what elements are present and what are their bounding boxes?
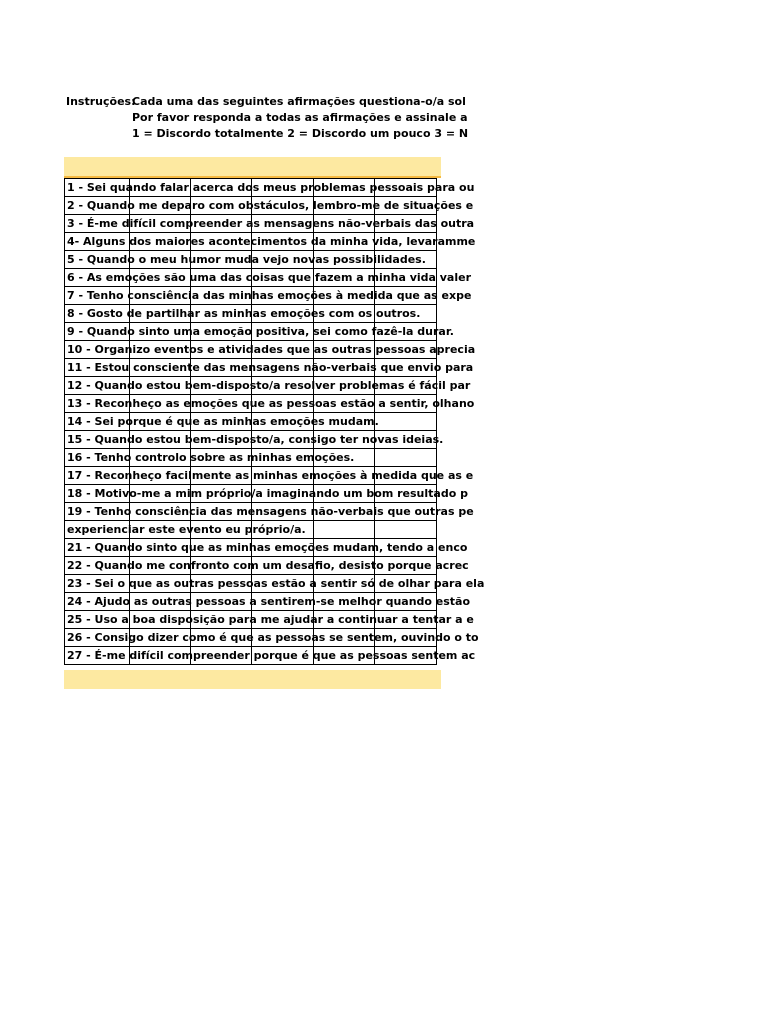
statement-text: 13 - Reconheço as emoções que as pessoas estão a sentir, olhano bbox=[67, 397, 475, 410]
table-row bbox=[65, 377, 437, 395]
statement-cell[interactable] bbox=[65, 359, 474, 377]
table-row bbox=[65, 251, 437, 269]
statement-text: 3 - É-me difícil compreender as mensagens não-verbais das outra bbox=[67, 217, 475, 230]
statement-cell[interactable] bbox=[65, 413, 379, 431]
statement-cell[interactable] bbox=[65, 341, 476, 359]
statement-text: 19 - Tenho consciência das mensagens não-verbais que outras pe bbox=[67, 505, 474, 518]
table-row bbox=[65, 341, 437, 359]
statement-text: 9 - Quando sinto uma emoção positiva, sei como fazê-la durar. bbox=[67, 325, 454, 338]
statement-cell[interactable] bbox=[65, 575, 485, 593]
statement-text: 15 - Quando estou bem-disposto/a, consigo ter novas ideias. bbox=[67, 433, 444, 446]
statement-cell[interactable] bbox=[65, 233, 476, 251]
table-row bbox=[65, 395, 437, 413]
table-row bbox=[65, 503, 437, 521]
statement-cell[interactable] bbox=[65, 593, 471, 611]
table-row bbox=[65, 287, 437, 305]
table-row bbox=[65, 467, 437, 485]
table-row bbox=[65, 215, 437, 233]
table-row bbox=[65, 557, 437, 575]
statement-cell[interactable] bbox=[65, 377, 471, 395]
table-row bbox=[65, 611, 437, 629]
instructions-label: Instruções: bbox=[66, 95, 136, 108]
statement-cell[interactable] bbox=[65, 629, 479, 647]
statement-cell[interactable] bbox=[65, 485, 468, 503]
statement-text: 14 - Sei porque é que as minhas emoções mudam. bbox=[67, 415, 379, 428]
statement-cell[interactable] bbox=[65, 197, 474, 215]
answer-cell[interactable] bbox=[314, 521, 375, 539]
table-row bbox=[65, 233, 437, 251]
questionnaire-table bbox=[64, 178, 485, 665]
statement-text: 17 - Reconheço facilmente as minhas emoções à medida que as e bbox=[67, 469, 474, 482]
instructions-line-3: 1 = Discordo totalmente 2 = Discordo um pouco 3 = N bbox=[132, 127, 469, 140]
statement-text: 22 - Quando me confronto com um desafio, desisto porque acrec bbox=[67, 559, 469, 572]
instructions-line-1 bbox=[66, 95, 466, 109]
table-row bbox=[65, 305, 437, 323]
table-row bbox=[65, 413, 437, 431]
statement-cell[interactable] bbox=[65, 611, 474, 629]
table-row bbox=[65, 539, 437, 557]
table-row bbox=[65, 269, 437, 287]
statement-cell[interactable] bbox=[65, 467, 474, 485]
statement-text: 18 - Motivo-me a mim próprio/a imaginando um bom resultado p bbox=[67, 487, 468, 500]
statement-text: 8 - Gosto de partilhar as minhas emoções com os outros. bbox=[67, 307, 421, 320]
table-row bbox=[65, 485, 437, 503]
statement-cell[interactable] bbox=[65, 521, 306, 539]
statement-cell[interactable] bbox=[65, 323, 454, 341]
statement-text: 26 - Consigo dizer como é que as pessoas se sentem, ouvindo o to bbox=[67, 631, 479, 644]
statement-cell[interactable] bbox=[65, 269, 472, 287]
answer-cell[interactable] bbox=[375, 413, 437, 431]
statement-cell[interactable] bbox=[65, 647, 476, 665]
header-band bbox=[64, 157, 441, 178]
table-row bbox=[65, 197, 437, 215]
statement-cell[interactable] bbox=[65, 539, 468, 557]
statement-cell[interactable] bbox=[65, 287, 472, 305]
statement-text: 21 - Quando sinto que as minhas emoções mudam, tendo a enco bbox=[67, 541, 468, 554]
table-row bbox=[65, 359, 437, 377]
statement-text: 2 - Quando me deparo com obstáculos, lembro-me de situações e bbox=[67, 199, 474, 212]
table-row bbox=[65, 629, 437, 647]
statement-text: 25 - Uso a boa disposição para me ajudar a continuar a tentar a e bbox=[67, 613, 474, 626]
statement-cell[interactable] bbox=[65, 431, 444, 449]
statement-text: 27 - É-me difícil compreender porque é que as pessoas sentem ac bbox=[67, 649, 476, 662]
statement-cell[interactable] bbox=[65, 503, 474, 521]
statement-cell[interactable] bbox=[65, 215, 475, 233]
instructions-text-1: Cada uma das seguintes afirmações questiona-o/a sol bbox=[132, 95, 466, 108]
statement-text: 11 - Estou consciente das mensagens não-verbais que envio para bbox=[67, 361, 474, 374]
table-row bbox=[65, 449, 437, 467]
instructions-line-2: Por favor responda a todas as afirmações e assinale a bbox=[132, 111, 468, 124]
statement-text: 4- Alguns dos maiores acontecimentos da minha vida, levaramme bbox=[67, 235, 476, 248]
table-row bbox=[65, 431, 437, 449]
statement-text: 10 - Organizo eventos e atividades que as outras pessoas aprecia bbox=[67, 343, 476, 356]
answer-cell[interactable] bbox=[375, 521, 437, 539]
answer-cell[interactable] bbox=[375, 449, 437, 467]
statement-text: 7 - Tenho consciência das minhas emoções à medida que as expe bbox=[67, 289, 472, 302]
statement-text: experienciar este evento eu próprio/a. bbox=[67, 523, 306, 536]
statement-text: 1 - Sei quando falar acerca dos meus problemas pessoais para ou bbox=[67, 181, 475, 194]
statement-cell[interactable] bbox=[65, 449, 355, 467]
statement-cell[interactable] bbox=[65, 251, 426, 269]
table-row bbox=[65, 647, 437, 665]
statement-cell[interactable] bbox=[65, 395, 475, 413]
statement-text: 23 - Sei o que as outras pessoas estão a sentir só de olhar para ela bbox=[67, 577, 485, 590]
statement-cell[interactable] bbox=[65, 179, 475, 197]
statement-cell[interactable] bbox=[65, 557, 469, 575]
statement-text: 12 - Quando estou bem-disposto/a resolver problemas é fácil par bbox=[67, 379, 471, 392]
table-row bbox=[65, 521, 437, 539]
table-row bbox=[65, 593, 437, 611]
statement-text: 6 - As emoções são uma das coisas que fazem a minha vida valer bbox=[67, 271, 472, 284]
footer-band bbox=[64, 670, 441, 689]
statement-text: 16 - Tenho controlo sobre as minhas emoções. bbox=[67, 451, 355, 464]
table-row bbox=[65, 179, 437, 197]
table-row bbox=[65, 323, 437, 341]
statement-text: 24 - Ajudo as outras pessoas a sentirem-se melhor quando estão bbox=[67, 595, 471, 608]
table-row bbox=[65, 575, 437, 593]
statement-cell[interactable] bbox=[65, 305, 421, 323]
statement-text: 5 - Quando o meu humor muda vejo novas possibilidades. bbox=[67, 253, 426, 266]
